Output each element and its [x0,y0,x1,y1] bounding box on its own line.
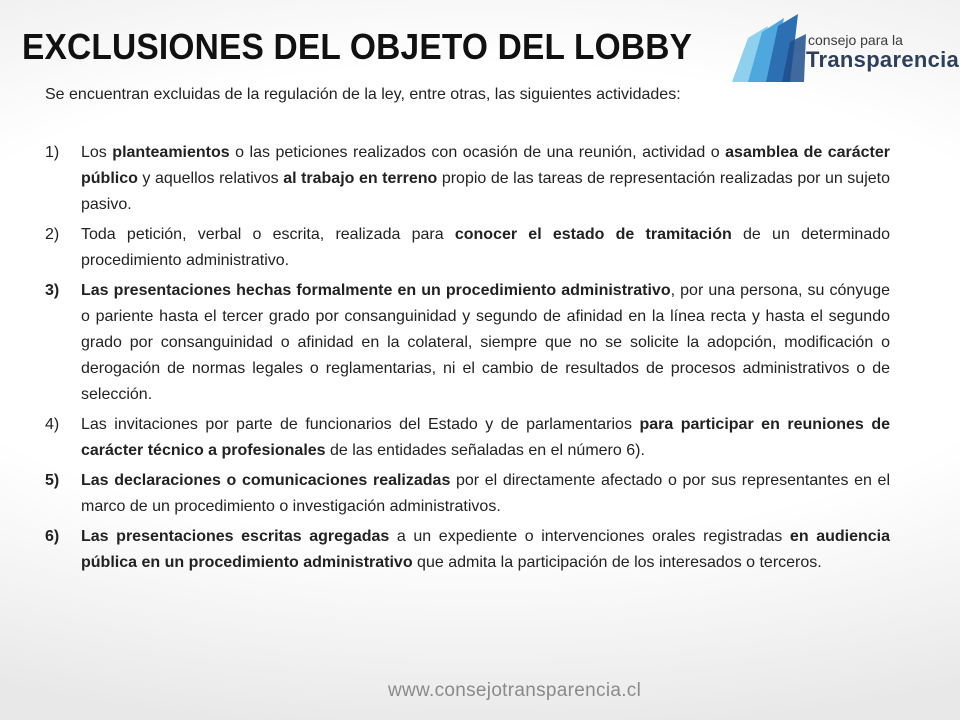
list-item [45,278,890,408]
intro-text: Se encuentran excluidas de la regulación de la ley, entre otras, las siguientes actividades: [45,86,681,103]
list-item-number: 4) [45,416,60,433]
emphasis-text: en audiencia pública en un procedimiento administrativo [81,528,891,571]
logo-main-text: Transparencia [806,47,960,72]
emphasis-text: Las presentaciones escritas agregadas [81,528,390,545]
logo [728,12,960,84]
list-item-text [81,282,890,403]
logo-mark-icon [728,12,808,84]
body-text: por el directamente afectado o por sus representantes en el marco de un procedimiento o investigación administrativos. [81,472,891,515]
list-item-text [81,472,890,515]
list-item-text [81,226,890,269]
list-item-text [81,416,890,459]
list-item [45,140,890,218]
list-item [45,524,890,576]
list-item [45,412,890,464]
emphasis-text: para participar en reuniones de carácter técnico a profesionales [81,416,891,459]
list-item-text [81,528,890,571]
logo-top-text: consejo para la [808,32,903,48]
emphasis-text: conocer el estado de tramitación [454,226,732,243]
emphasis-text: al trabajo en terreno [283,170,438,187]
body-text: a un expediente o intervenciones orales registradas [389,528,790,545]
body-text: propio de las tareas de representación realizadas por un sujeto pasivo. [81,170,890,213]
body-text: y aquellos relativos [137,170,284,187]
body-text: que admita la participación de los interesados o terceros. [412,554,822,571]
emphasis-text: Las declaraciones o comunicaciones realizadas [81,472,451,489]
slide-title: EXCLUSIONES DEL OBJETO DEL LOBBY [22,26,693,67]
list-item-number: 6) [45,528,60,545]
emphasis-text: asamblea de carácter público [81,144,890,187]
body-text: , por una persona, su cónyuge o pariente hasta el tercer grado por consanguinidad y segundo de afinidad en la línea recta y hasta el segundo grado por consanguinidad o afinidad en la colateral, siempre que no se solicite la adopción, modificación o derogación de normas legales o reglamentarias, ni el cambio de resultados de procesos administrativos o de selección. [81,282,891,403]
list-item-number: 5) [45,472,60,489]
body-text: Toda petición, verbal o escrita, realizada para [81,226,455,243]
exclusions-list [45,140,890,580]
body-text: de un determinado procedimiento administrativo. [81,226,891,269]
emphasis-text: planteamientos [112,144,230,161]
body-text: Los [81,144,113,161]
list-item-text [81,144,890,213]
list-item [45,468,890,520]
body-text: de las entidades señaladas en el número 6). [325,442,645,459]
body-text: o las peticiones realizados con ocasión de una reunión, actividad o [229,144,726,161]
list-item-number: 1) [45,144,60,161]
list-item-number: 3) [45,282,60,299]
emphasis-text: Las presentaciones hechas formalmente en un procedimiento administrativo [81,282,671,299]
body-text: Las invitaciones por parte de funcionarios del Estado y de parlamentarios [81,416,640,433]
list-item-number: 2) [45,226,60,243]
footer-url: www.consejotransparencia.cl [388,680,642,701]
list-item [45,222,890,274]
